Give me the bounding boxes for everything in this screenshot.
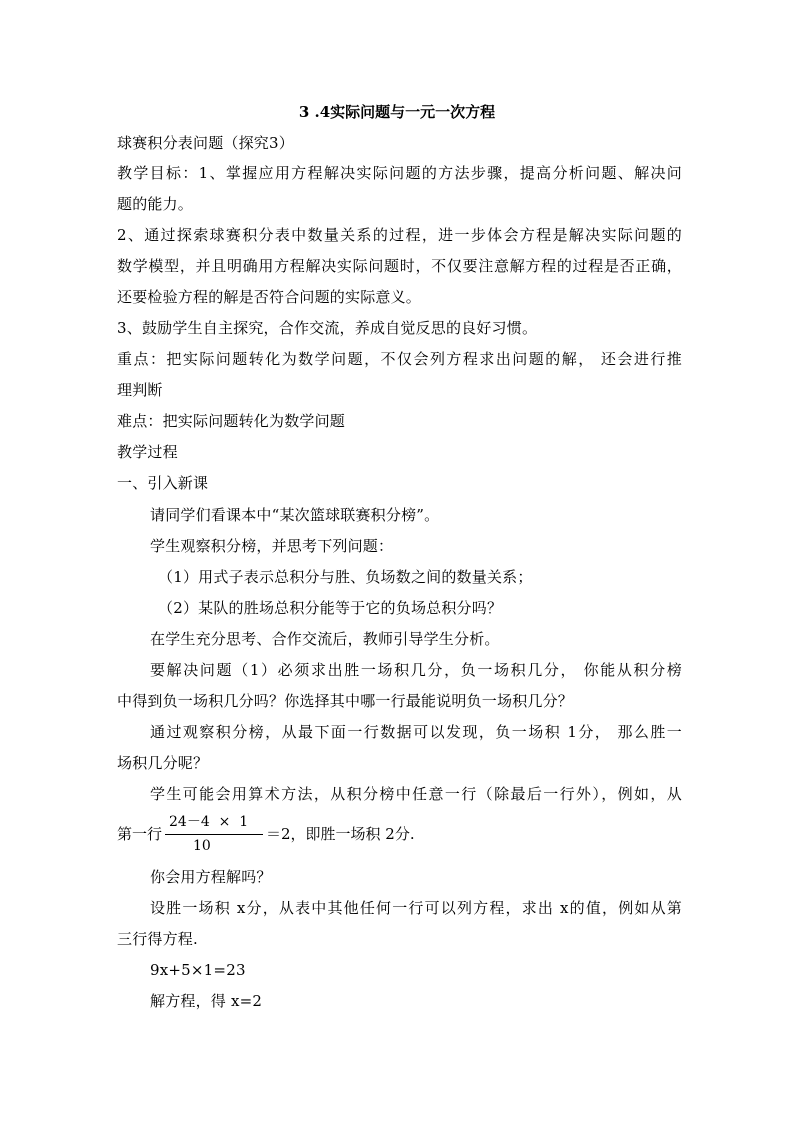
question-item: （2）某队的胜场总积分能等于它的负场总积分吗？ <box>158 599 503 617</box>
section-heading: 一、引入新课 <box>117 474 209 492</box>
paragraph-line: 场积几分呢？ <box>117 754 209 772</box>
fraction-denominator: 10 <box>193 838 211 854</box>
equation-line: 解方程，得 x=2 <box>150 992 263 1010</box>
question-item: （1）用式子表示总积分与胜、负场数之间的数量关系； <box>158 568 533 586</box>
section-heading: 球赛积分表问题（探究3） <box>117 134 294 152</box>
equation-prefix: 第一行 <box>117 825 163 843</box>
fraction-numerator: 24－4 × 1 <box>169 814 249 830</box>
paragraph-line: 数学模型，并且明确用方程解决实际问题时，不仅要注意解方程的过程是否正确， <box>117 257 682 275</box>
paragraph-line: 还要检验方程的解是否符合问题的实际意义。 <box>117 288 422 306</box>
paragraph-line: 请同学们看课本中“某次篮球联赛积分榜”。 <box>150 506 440 524</box>
paragraph-line: 学生可能会用算术方法，从积分榜中任意一行（除最后一行外），例如，从 <box>150 785 682 803</box>
paragraph-line: 学生观察积分榜，并思考下列问题： <box>150 537 394 555</box>
paragraph-line: 2、通过探索球赛积分表中数量关系的过程，进一步体会方程是解决实际问题的 <box>117 226 682 244</box>
paragraph-line: 通过观察积分榜，从最下面一行数据可以发现，负一场积 1分， 那么胜一 <box>150 723 682 741</box>
paragraph-line: 3、鼓励学生自主探究，合作交流，养成自觉反思的良好习惯。 <box>117 319 538 337</box>
paragraph-line: 理判断 <box>117 381 163 399</box>
fraction-bar <box>165 834 263 835</box>
paragraph-line: 题的能力。 <box>117 195 194 213</box>
equation-suffix: ＝2，即胜一场积 2分. <box>266 825 415 843</box>
equation-line: 9x+5×1=23 <box>150 961 246 979</box>
paragraph-line: 中得到负一场积几分吗？你选择其中哪一行最能说明负一场积几分？ <box>117 692 574 710</box>
paragraph-line: 重点：把实际问题转化为数学问题，不仅会列方程求出问题的解， 还会进行推 <box>117 350 682 368</box>
paragraph-line: 三行得方程. <box>117 930 198 948</box>
paragraph-line: 难点：把实际问题转化为数学问题 <box>117 412 346 430</box>
paragraph-line: 要解决问题（1）必须求出胜一场积几分，负一场积几分， 你能从积分榜 <box>150 661 682 679</box>
section-heading: 教学过程 <box>117 443 178 461</box>
paragraph-line: 设胜一场积 x分，从表中其他任何一行可以列方程，求出 x的值，例如从第 <box>150 899 682 917</box>
document-title: 3 .4实际问题与一元一次方程 <box>298 103 496 121</box>
paragraph-line: 教学目标：1、掌握应用方程解决实际问题的方法步骤，提高分析问题、解决问 <box>117 164 682 182</box>
paragraph-line: 在学生充分思考、合作交流后，教师引导学生分析。 <box>150 630 500 648</box>
paragraph-line: 你会用方程解吗？ <box>150 868 272 886</box>
